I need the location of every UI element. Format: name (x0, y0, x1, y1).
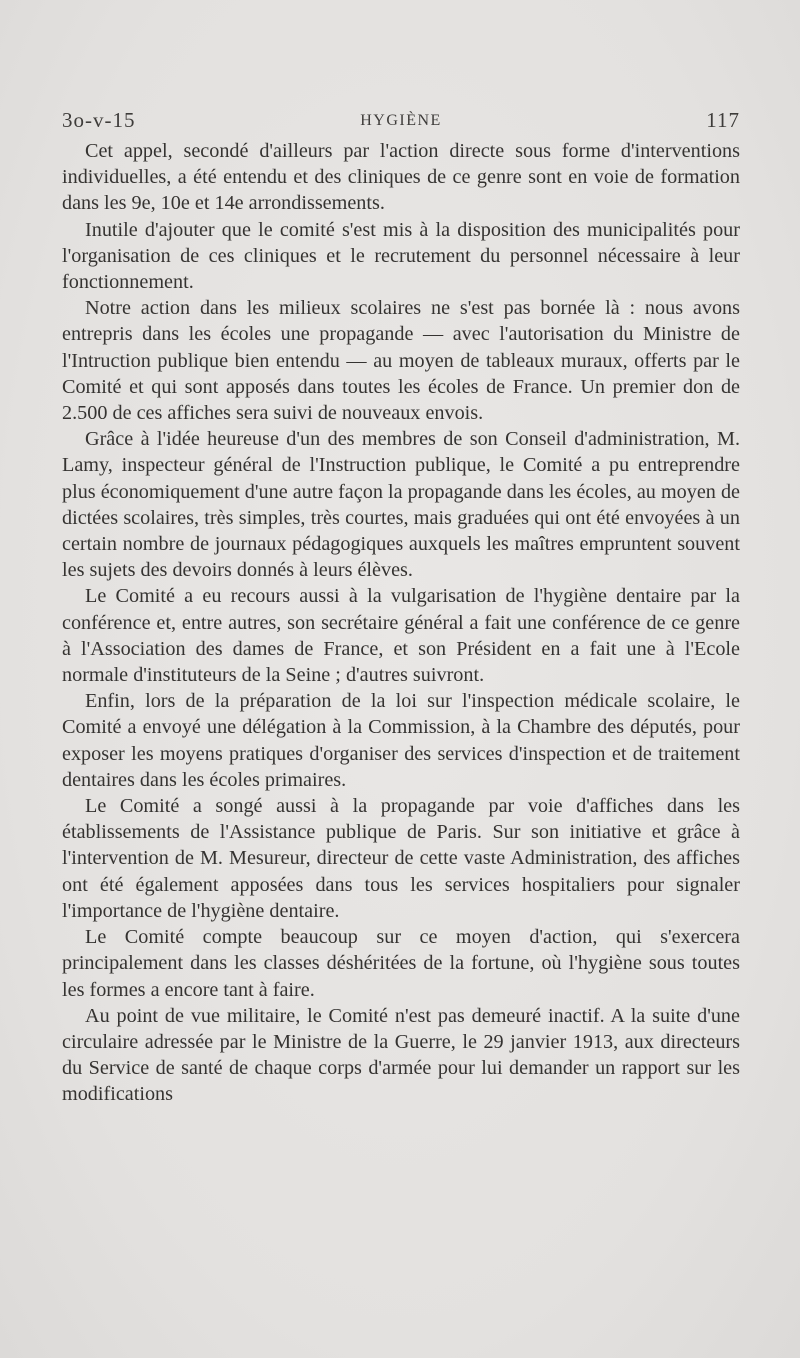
paragraph: Cet appel, secondé d'ailleurs par l'action directe sous forme d'interventions individuelles, a été entendu et des cliniques de ce genre sont en voie de formation dans les 9e, 10e et 14e arrondissements. (62, 140, 740, 215)
paragraph: Le Comité a eu recours aussi à la vulgarisation de l'hygiène dentaire par la conférence et, entre autres, son secrétaire général a fait une conférence de ce genre à l'Association des dames de France, et son Président en a fait une à l'Ecole normale d'instituteurs de la Seine ; d'autres suivront. (62, 585, 740, 687)
paragraph: Le Comité compte beaucoup sur ce moyen d'action, qui s'exercera principalement dans les classes déshéritées de la fortune, où l'hygiène sous toutes les formes a encore tant à faire. (62, 926, 740, 1001)
paragraph: Notre action dans les milieux scolaires ne s'est pas bornée là : nous avons entrepris dans les écoles une propagande — avec l'autorisation du Ministre de l'Intruction publique bien entendu — au moyen de tableaux muraux, offerts par le Comité et qui sont apposés dans toutes les écoles de France. Un premier don de 2.500 de ces affiches sera suivi de nouveaux envois. (62, 297, 740, 425)
paragraph: Au point de vue militaire, le Comité n'est pas demeuré inactif. A la suite d'une circulaire adressée par le Ministre de la Guerre, le 29 janvier 1913, aux directeurs du Service de santé de chaque corps d'armée pour lui demander un rapport sur les modifications (62, 1004, 740, 1106)
paragraph: Le Comité a songé aussi à la propagande par voie d'affiches dans les établissements de l'Assistance publique de Paris. Sur son initiative et grâce à l'intervention de M. Mesureur, directeur de cette vaste Administration, des affiches ont été également apposées dans tous les services hospitaliers pour signaler l'importance de l'hygiène dentaire. (62, 795, 740, 922)
page-number: 117 (706, 108, 740, 132)
paragraph: Inutile d'ajouter que le comité s'est mis à la disposition des municipalités pour l'organisation de ces cliniques et le recrutement du personnel nécessaire à leur fonctionnement. (62, 218, 740, 294)
body-text (62, 138, 740, 1108)
header-date: 3o-v-15 (62, 108, 136, 132)
header-title: HYGIÈNE (360, 112, 442, 129)
paragraph: Enfin, lors de la préparation de la loi sur l'inspection médicale scolaire, le Comité a envoyé une délégation à la Commission, à la Chambre des députés, pour exposer les moyens pratiques d'organiser des services d'inspection et de traitement dentaires dans les écoles primaires. (62, 690, 740, 791)
running-header (62, 106, 740, 136)
paragraph: Grâce à l'idée heureuse d'un des membres de son Conseil d'administration, M. Lamy, inspecteur général de l'Instruction publique, le Comité a pu entreprendre plus économiquement d'une autre façon la propagande dans les écoles, au moyen de dictées scolaires, très simples, très courtes, mais graduées qui ont été envoyées à un certain nombre de journaux pédagogiques auxquels les maîtres empruntent souvent les sujets des devoirs donnés à leurs élèves. (62, 428, 740, 582)
